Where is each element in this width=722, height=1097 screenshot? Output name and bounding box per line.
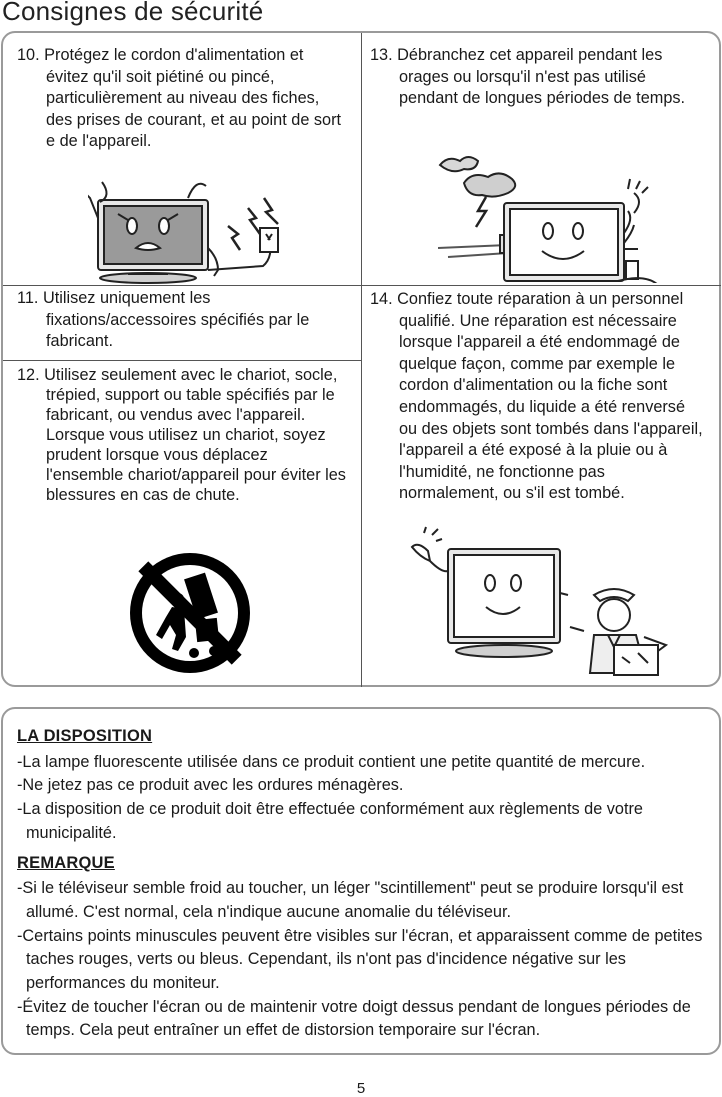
- instruction-item-14: [370, 289, 705, 505]
- item-text: Utilisez seulement avec le chariot, socle, trépied, support ou table spécifiés par le fabricant, ou vendus avec l'appareil. Lorsque vous utilisez un chariot, soyez prudent lorsque vous déplacez l'ensemble chariot/appareil pour éviter les blessures en cas de chute.: [44, 366, 346, 504]
- disposal-remark-panel: [1, 707, 721, 1055]
- item-text: Protégez le cordon d'alimentation et évitez qu'il soit piétiné ou pincé, particulièrement au niveau des fiches, des prises de courant, et au point de sort e de l'appareil.: [44, 46, 342, 150]
- item-number: 11.: [17, 289, 39, 307]
- item-text: Débranchez cet appareil pendant les orages ou lorsqu'il n'est pas utilisé pendant de longues périodes de temps.: [397, 46, 686, 107]
- disposal-line: -La lampe fluorescente utilisée dans ce produit contient une petite quantité de mercure.: [17, 752, 646, 771]
- column-divider: [361, 33, 362, 687]
- row-divider-left: [3, 360, 361, 361]
- remark-line: -Si le téléviseur semble froid au toucher, un léger "scintillement" peut se produire lorsqu'il est allumé. C'est normal, cela n'indique aucune anomalie du téléviseur.: [17, 879, 684, 921]
- instruction-item-11: [17, 288, 347, 353]
- instruction-item-12: [17, 365, 347, 505]
- tv-service-technician-icon: [408, 523, 670, 685]
- remark-line: -Certains points minuscules peuvent être visibles sur l'écran, et apparaissent comme de petites taches rouges, verts ou bleus. Cependant, ils n'ont pas d'incidence négative sur les performances du moniteur.: [17, 926, 703, 993]
- safety-instructions-panel: [1, 31, 721, 687]
- tv-pinched-cord-icon: [88, 178, 298, 286]
- remark-heading: REMARQUE: [17, 853, 115, 872]
- item-number: 13.: [370, 46, 393, 64]
- remark-line: -Évitez de toucher l'écran ou de maintenir votre doigt dessus pendant de longues périodes de temps. Cela peut entraîner un effet de distorsion temporaire sur l'écran.: [17, 997, 691, 1040]
- instruction-item-13: [370, 45, 705, 110]
- instruction-item-10: [17, 45, 347, 153]
- no-cart-tip-over-icon: [128, 551, 252, 675]
- page-title: Consignes de sécurité: [2, 0, 264, 26]
- item-text: Confiez toute réparation à un personnel qualifié. Une réparation est nécessaire lorsque l'appareil a été endommagé de quelque façon, comme par exemple le cordon d'alimentation ou la fiche sont endommagés, du liquide a été renversé ou des objets sont tombés dans l'appareil, l'appareil a été exposé à la pluie ou à l'humidité, ne fonctionne pas normalement, ou s'il est tombé.: [397, 290, 703, 503]
- disposal-line: -Ne jetez pas ce produit avec les ordures ménagères.: [17, 776, 404, 795]
- item-number: 12.: [17, 366, 40, 384]
- item-number: 14.: [370, 290, 393, 308]
- disposal-line: -La disposition de ce produit doit être effectuée conformément aux règlements de votre municipalité.: [17, 800, 643, 842]
- disposal-heading: LA DISPOSITION: [17, 727, 153, 745]
- item-text: Utilisez uniquement les fixations/accessoires spécifiés par le fabricant.: [42, 289, 310, 350]
- tv-unplug-storm-icon: [438, 153, 668, 283]
- page-number: 5: [356, 1080, 366, 1097]
- item-number: 10.: [17, 46, 40, 64]
